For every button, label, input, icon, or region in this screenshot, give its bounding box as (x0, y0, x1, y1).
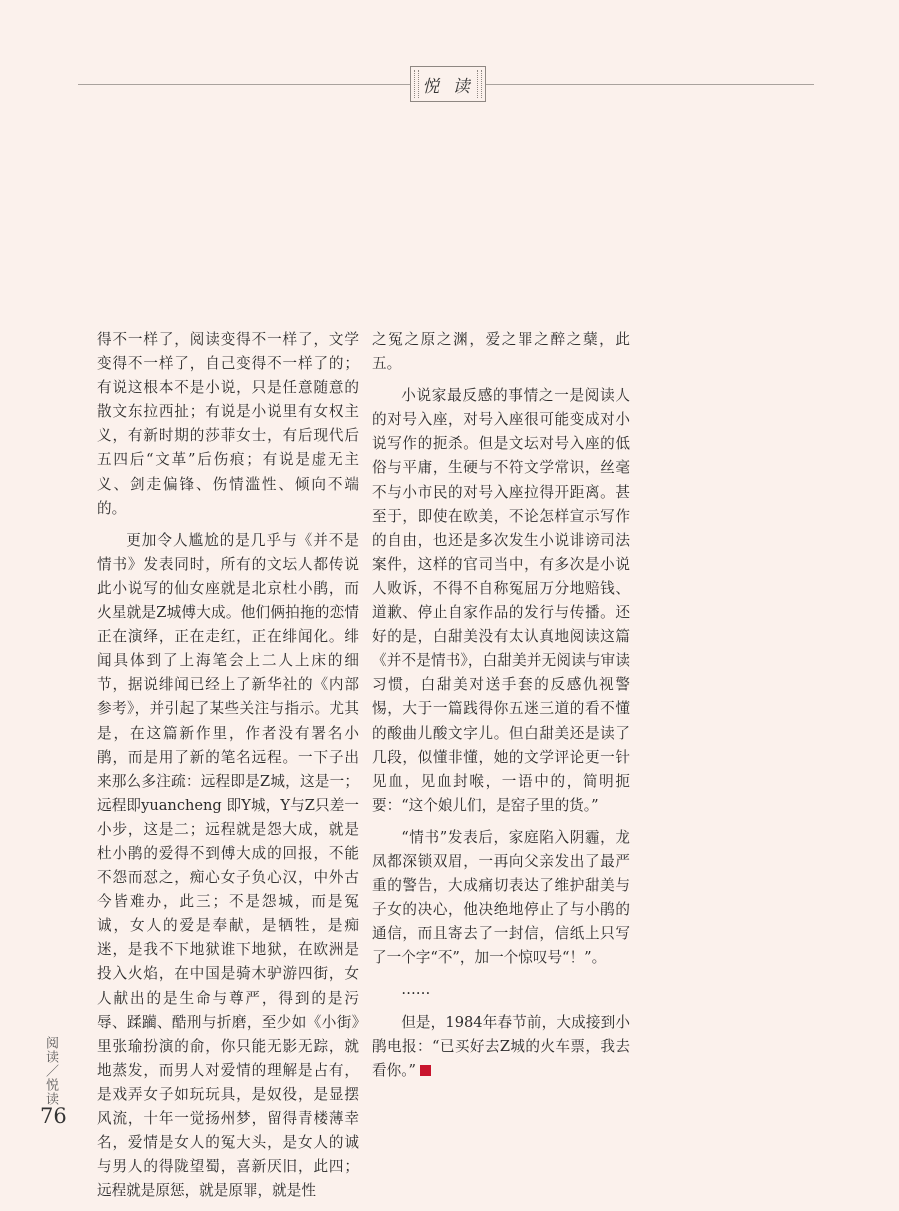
right-column (372, 328, 630, 1091)
page-number: 76 (40, 1104, 67, 1128)
section-label: 悦 读 (422, 76, 474, 97)
section-sidebar-label: 阅读／悦读 (43, 1036, 58, 1106)
paragraph: 小说家最反感的事情之一是阅读人的对号入座，对号入座很可能变成对小说写作的扼杀。但是文坛对号入座的低俗与平庸，生硬与不符文学常识，丝毫不与小市民的对号入座拉得开距离。甚至于，即使在欧美，不论怎样宣示写作的自由，也还是多次发生小说诽谤司法案件，这样的官司当中，有多次是小说人败诉，不得不自称冤屈万分地赔钱、道歉、停止自家作品的发行与传播。还好的是，白甜美没有太认真地阅读这篇《并不是情书》，白甜美并无阅读与审读习惯，白甜美对送手套的反感仇视警惕，大于一篇践得你五迷三道的看不懂的酸曲儿酸文字儿。但白甜美还是读了几段，似懂非懂，她的文学评论更一针见血，见血封喉，一语中的，简明扼要：“这个娘儿们，是窑子里的货。” (372, 387, 630, 814)
paragraph: 之冤之原之渊，爱之罪之醉之蘖，此五。 (372, 331, 630, 373)
paragraph: 更加令人尴尬的是几乎与《并不是情书》发表同时，所有的文坛人都传说此小说写的仙女座就是北京杜小鹃，而火星就是Z城傅大成。他们俩拍拖的恋情正在演绎，正在走红，正在绯闻化。绯闻具体到了上海笔会上二人上床的细节，据说绯闻已经上了新华社的《内部参考》，并引起了某些关注与指示。尤其是，在这篇新作里，作者没有署名小鹃，而是用了新的笔名远程。一下子出来那么多注疏：远程即是Z城，这是一；远程即yuancheng 即Y城，Y与Z只差一小步，这是二；远程就是怨大成，就是杜小鹃的爱得不到傅大成的回报，不能不怨而怼之，痴心女子负心汉，中外古今皆难办，此三；不是怨城，而是冤诚，女人的爱是奉献，是牺牲，是痴迷，是我不下地狱谁下地狱，在欧洲是投入火焰，在中国是骑木驴游四街，女人献出的是生命与尊严，得到的是污辱、蹂躏、酷刑与折磨，至少如《小街》里张瑜扮演的俞，你只能无影无踪，就地蒸发，而男人对爱情的理解是占有，是戏弄女子如玩玩具，是奴役，是显摆风流，十年一觉扬州梦，留得青楼薄幸名，爱情是女人的冤大头，是女人的诚与男人的得陇望蜀，喜新厌旧，此四；远程就是原惩，就是原罪，就是性 (97, 531, 359, 1200)
final-paragraph (372, 1011, 630, 1083)
section-badge (410, 66, 486, 102)
paragraph: “情书”发表后，家庭陷入阴霾，龙凤都深锁双眉，一再向父亲发出了最严重的警告，大成痛切表达了维护甜美与子女的决心，他决绝地停止了与小鹃的通信，而且寄去了一封信，信纸上只写了一个字“不”，加一个惊叹号“！”。 (372, 828, 630, 967)
end-mark-icon (420, 1065, 431, 1076)
header-rule-right (486, 84, 814, 85)
left-column (97, 328, 359, 1211)
paragraph: 得不一样了，阅读变得不一样了，文学变得不一样了，自己变得不一样了的；有说这根本不是小说，只是任意随意的散文东拉西扯；有说是小说里有女权主义，有新时期的莎菲女士，有后现代后五四后“文革”后伤痕；有说是虚无主义、剑走偏锋、伤情滥性、倾向不端的。 (97, 331, 359, 517)
header-rule-left (78, 84, 410, 85)
ellipsis-paragraph: …… (401, 981, 431, 999)
final-paragraph-text: 但是，1984年春节前，大成接到小鹃电报：“已买好去Z城的火车票，我去看你。” (372, 1013, 630, 1079)
